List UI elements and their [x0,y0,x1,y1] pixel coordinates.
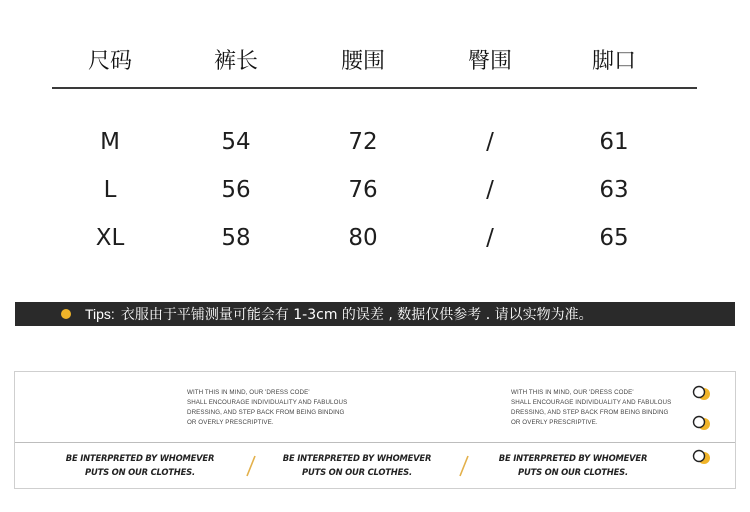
table-row [52,218,697,266]
circle-ring-icon [691,414,713,432]
motto-text [55,451,225,479]
header-hip: 臀围 [467,49,512,74]
paragraph-line: OR OVERLY PRESCRIPTIVE. [511,419,598,426]
circle-ring-icon [691,448,713,466]
slash-icon [244,453,258,479]
cell-hem: 61 [599,129,629,155]
motto-line: BE INTERPRETED BY WHOMEVER [282,453,432,463]
bullet-dot-icon [61,309,71,319]
dress-code-paragraph [511,388,701,428]
brand-card-bottom [15,443,735,489]
table-row [52,122,697,170]
cell-hem: 65 [599,225,629,251]
paragraph-line: SHALL ENCOURAGE INDIVIDUALITY AND FABULOUS [187,399,348,406]
motto-text [488,451,658,479]
cell-size: XL [95,225,125,251]
tips-label: Tips: [85,306,115,322]
header-length: 裤长 [213,49,258,74]
motto-line: BE INTERPRETED BY WHOMEVER [65,453,215,463]
paragraph-line: DRESSING, AND STEP BACK FROM BEING BINDING [187,409,345,416]
motto-line: PUTS ON OUR CLOTHES. [85,467,195,477]
cell-waist: 80 [348,225,378,251]
dress-code-paragraph [187,388,377,428]
paragraph-line: OR OVERLY PRESCRIPTIVE. [187,419,274,426]
paragraph-line: DRESSING, AND STEP BACK FROM BEING BINDING [511,409,669,416]
tips-bar [15,302,735,326]
tips-text: 衣服由于平铺测量可能会有 1-3cm 的误差 , 数据仅供参考 . 请以实物为准。 [120,307,593,323]
motto-line: PUTS ON OUR CLOTHES. [302,467,412,477]
header-waist: 腰围 [340,49,385,74]
cell-length: 58 [221,225,251,251]
cell-size: L [103,177,117,203]
cell-waist: 72 [348,129,378,155]
paragraph-line: WITH THIS IN MIND, OUR 'DRESS CODE' [511,389,634,396]
header-size: 尺码 [87,49,132,74]
paragraph-line: WITH THIS IN MIND, OUR 'DRESS CODE' [187,389,310,396]
motto-line: PUTS ON OUR CLOTHES. [518,467,628,477]
motto-text [272,451,442,479]
table-row [52,170,697,218]
cell-hip: / [486,129,494,155]
header-hem: 脚口 [591,49,636,74]
cell-length: 56 [221,177,251,203]
size-table-header [52,40,697,84]
motto-line: BE INTERPRETED BY WHOMEVER [498,453,648,463]
cell-size: M [100,129,120,155]
paragraph-line: SHALL ENCOURAGE INDIVIDUALITY AND FABULOUS [511,399,672,406]
size-table [52,40,697,251]
brand-card-top [15,372,735,442]
cell-hip: / [486,225,494,251]
circle-ring-icon [691,384,713,402]
slash-icon [457,453,471,479]
brand-card [14,371,736,489]
cell-length: 54 [221,129,251,155]
cell-hem: 63 [599,177,629,203]
cell-waist: 76 [348,177,378,203]
size-table-body [52,122,697,266]
header-divider [52,87,697,89]
cell-hip: / [486,177,494,203]
